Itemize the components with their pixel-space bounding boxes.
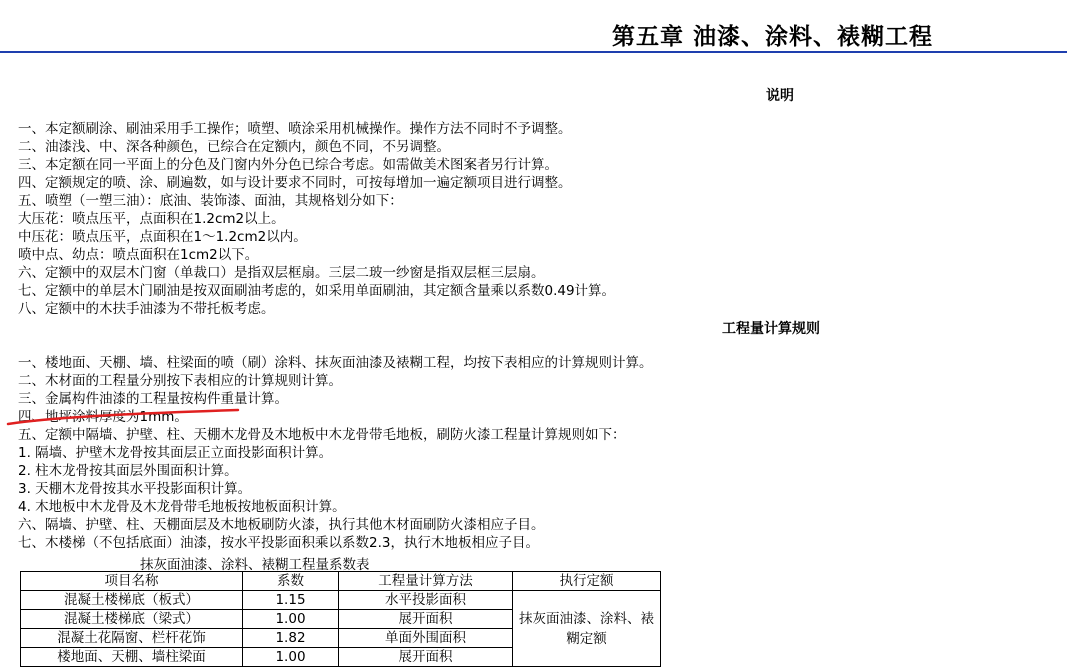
table-cell: 楼地面、天棚、墙柱梁面 [21, 648, 243, 667]
note-item: 二、油漆浅、中、深各种颜色，已综合在定额内，颜色不同，不另调整。 [18, 139, 450, 155]
coefficient-table [20, 571, 661, 667]
note-item: 八、定额中的木扶手油漆为不带托板考虑。 [18, 301, 275, 317]
table-cell: 展开面积 [339, 610, 513, 629]
note-item: 七、定额中的单层木门刷油是按双面刷油考虑的，如采用单面刷油，其定额含量乘以系数0.49计算。 [18, 283, 616, 299]
chapter-title: 第五章 油漆、涂料、裱糊工程 [612, 23, 934, 50]
rules-list [18, 354, 653, 552]
table-header: 系数 [243, 572, 339, 591]
rule-item-highlighted: 四、地坪涂料厚度为1mm。 [18, 409, 188, 425]
table-header: 执行定额 [513, 572, 661, 591]
rule-item: 三、金属构件油漆的工程量按构件重量计算。 [18, 391, 288, 407]
rule-item: 二、木材面的工程量分别按下表相应的计算规则计算。 [18, 373, 342, 389]
rule-item: 2. 柱木龙骨按其面层外围面积计算。 [18, 463, 238, 479]
table-cell: 1.00 [243, 648, 339, 667]
table-cell: 1.15 [243, 591, 339, 610]
table-cell: 混凝土楼梯底（梁式） [21, 610, 243, 629]
merged-quota-cell: 抹灰面油漆、涂料、裱糊定额 [513, 591, 661, 667]
rule-item: 1. 隔墙、护壁木龙骨按其面层正立面投影面积计算。 [18, 445, 333, 461]
note-item: 五、喷塑（一塑三油）：底油、装饰漆、面油，其规格划分如下： [18, 193, 403, 209]
note-item: 六、定额中的双层木门窗（单裁口）是指双层框扇。三层二玻一纱窗是指双层框三层扇。 [18, 265, 545, 281]
note-item: 四、定额规定的喷、涂、刷遍数，如与设计要求不同时，可按每增加一遍定额项目进行调整。 [18, 175, 572, 191]
note-item: 喷中点、幼点：喷点面积在1cm2以下。 [18, 247, 259, 263]
rule-item: 七、木楼梯（不包括底面）油漆，按水平投影面积乘以系数2.3，执行木地板相应子目。 [18, 535, 539, 551]
title-divider [0, 51, 1067, 53]
rule-item: 一、楼地面、天棚、墙、柱梁面的喷（刷）涂料、抹灰面油漆及裱糊工程，均按下表相应的计算规则计算。 [18, 355, 653, 371]
table-cell: 1.82 [243, 629, 339, 648]
table-header-row [21, 572, 661, 591]
table-cell: 1.00 [243, 610, 339, 629]
note-item: 一、本定额刷涂、刷油采用手工操作；喷塑、喷涂采用机械操作。操作方法不同时不予调整。 [18, 121, 572, 137]
table-cell: 混凝土花隔窗、栏杆花饰 [21, 629, 243, 648]
rule-item: 4. 木地板中木龙骨及木龙骨带毛地板按地板面积计算。 [18, 499, 346, 515]
table-row [21, 591, 661, 610]
note-item: 大压花：喷点压平，点面积在1.2cm2以上。 [18, 211, 285, 227]
notes-list [18, 120, 615, 318]
red-annotation-underline [6, 402, 246, 430]
table-header: 项目名称 [21, 572, 243, 591]
table-cell: 单面外围面积 [339, 629, 513, 648]
table-cell: 水平投影面积 [339, 591, 513, 610]
note-item: 三、本定额在同一平面上的分色及门窗内外分色已综合考虑。如需做美术图案者另行计算。 [18, 157, 558, 173]
table-caption: 抹灰面油漆、涂料、裱糊工程量系数表 [140, 557, 370, 573]
table-cell: 展开面积 [339, 648, 513, 667]
notes-heading: 说明 [766, 88, 794, 104]
rules-heading: 工程量计算规则 [722, 321, 820, 337]
rule-item: 3. 天棚木龙骨按其水平投影面积计算。 [18, 481, 252, 497]
note-item: 中压花：喷点压平，点面积在1～1.2cm2以内。 [18, 229, 307, 245]
rule-item: 六、隔墙、护壁、柱、天棚面层及木地板刷防火漆，执行其他木材面刷防火漆相应子目。 [18, 517, 545, 533]
table-header: 工程量计算方法 [339, 572, 513, 591]
rule-item: 五、定额中隔墙、护壁、柱、天棚木龙骨及木地板中木龙骨带毛地板，刷防火漆工程量计算规则如下： [18, 427, 626, 443]
table-cell: 混凝土楼梯底（板式） [21, 591, 243, 610]
